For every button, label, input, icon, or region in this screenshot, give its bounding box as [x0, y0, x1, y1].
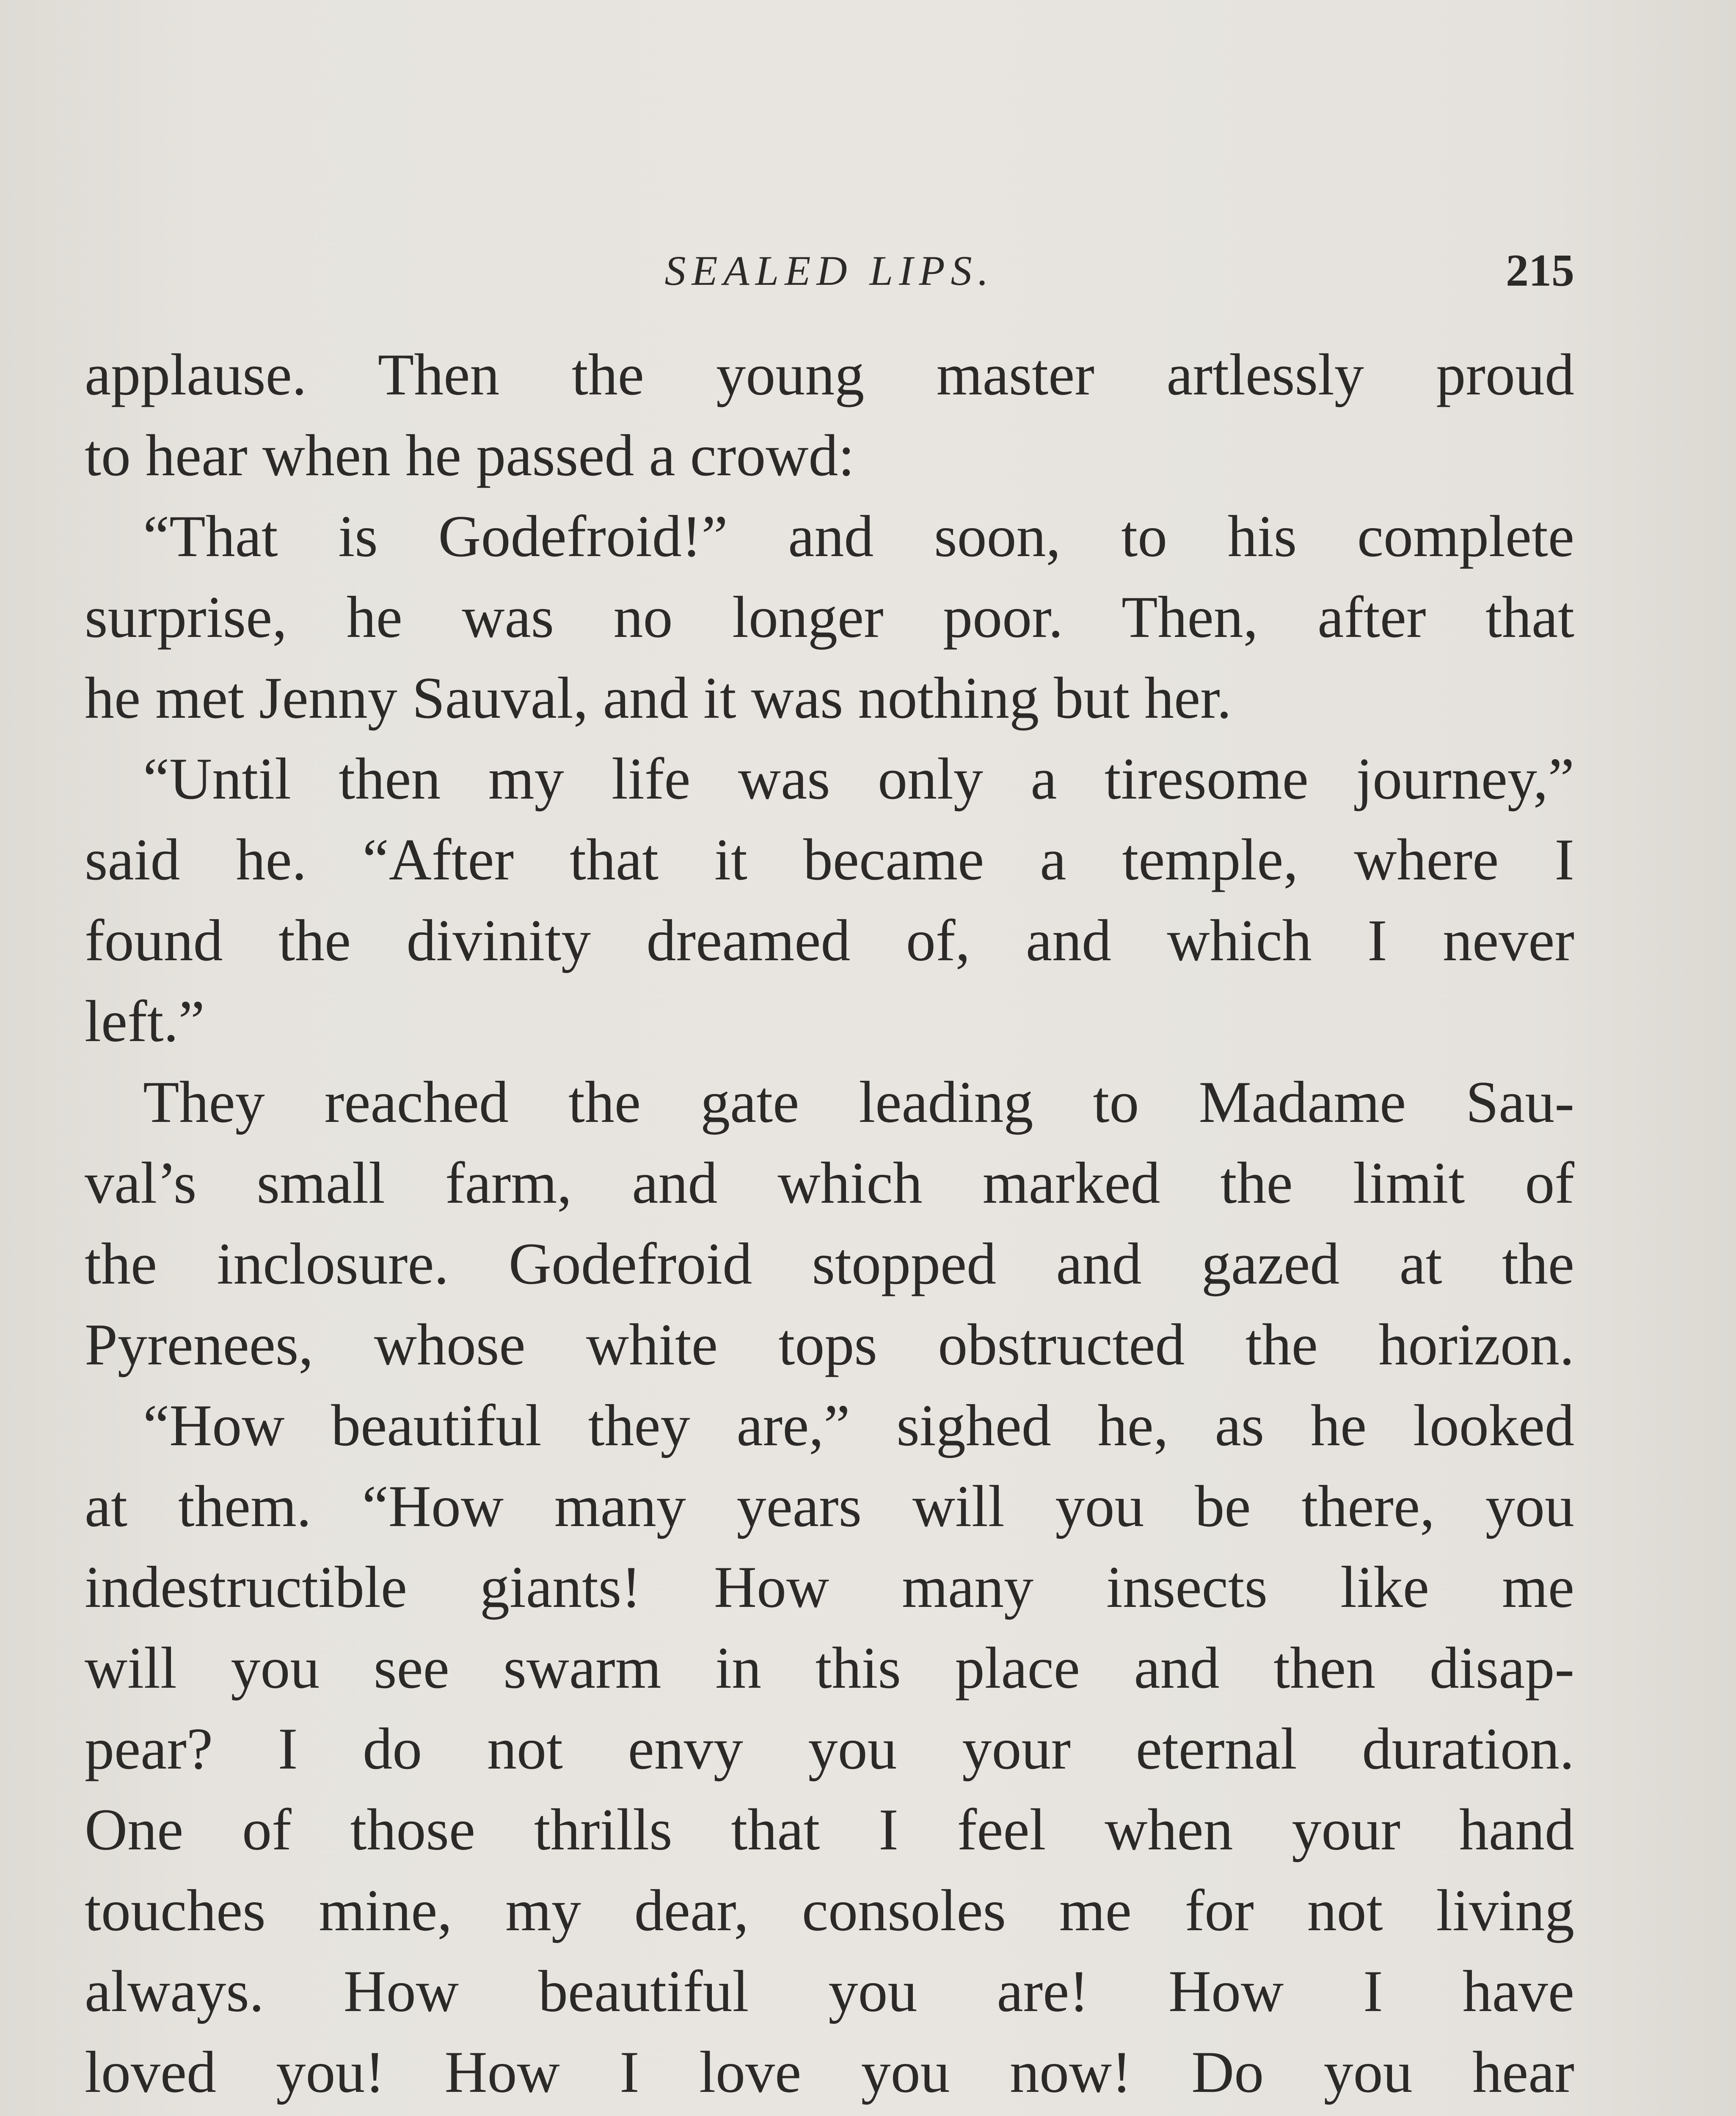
text-line: will you see swarm in this place and then disap- — [85, 1635, 1574, 1701]
text-line: pear? I do not envy you your eternal duration. — [85, 1716, 1574, 1782]
text-line: applause. Then the young master artlessly proud — [85, 342, 1574, 408]
text-line: One of those thrills that I feel when your hand — [85, 1797, 1574, 1863]
text-line: at them. “How many years will you be there, you — [85, 1474, 1574, 1539]
text-line: surprise, he was no longer poor. Then, after that — [85, 584, 1574, 650]
page-header — [85, 229, 1574, 313]
text-line: “Until then my life was only a tiresome journey,” — [143, 746, 1574, 812]
text-line: found the divinity dreamed of, and which I never — [85, 908, 1574, 973]
text-line: “That is Godefroid!” and soon, to his complete — [143, 504, 1574, 569]
body-text — [85, 334, 1574, 2116]
text-line: said he. “After that it became a temple, where I — [85, 827, 1574, 893]
page-number: 215 — [1506, 245, 1574, 296]
text-line — [85, 2113, 1574, 2116]
text-line: They reached the gate leading to Madame Sau- — [143, 1069, 1574, 1135]
text-line: the inclosure. Godefroid stopped and gazed at the — [85, 1231, 1574, 1297]
text-line: he met Jenny Sauval, and it was nothing but her. — [85, 665, 1232, 731]
text-line: Pyrenees, whose white tops obstructed the horizon. — [85, 1312, 1574, 1378]
running-title: SEALED LIPS. — [664, 247, 995, 294]
text-line: to hear when he passed a crowd: — [85, 423, 855, 488]
text-line: val’s small farm, and which marked the limit of — [85, 1150, 1574, 1216]
text-line: loved you! How I love you now! Do you hear — [85, 2039, 1574, 2105]
text-line: left.” — [85, 989, 205, 1054]
text-line: indestructible giants! How many insects like me — [85, 1554, 1574, 1620]
text-line: always. How beautiful you are! How I have — [85, 1959, 1574, 2024]
text-line: “How beautiful they are,” sighed he, as he looked — [143, 1393, 1574, 1458]
text-line: touches mine, my dear, consoles me for not living — [85, 1878, 1574, 1943]
